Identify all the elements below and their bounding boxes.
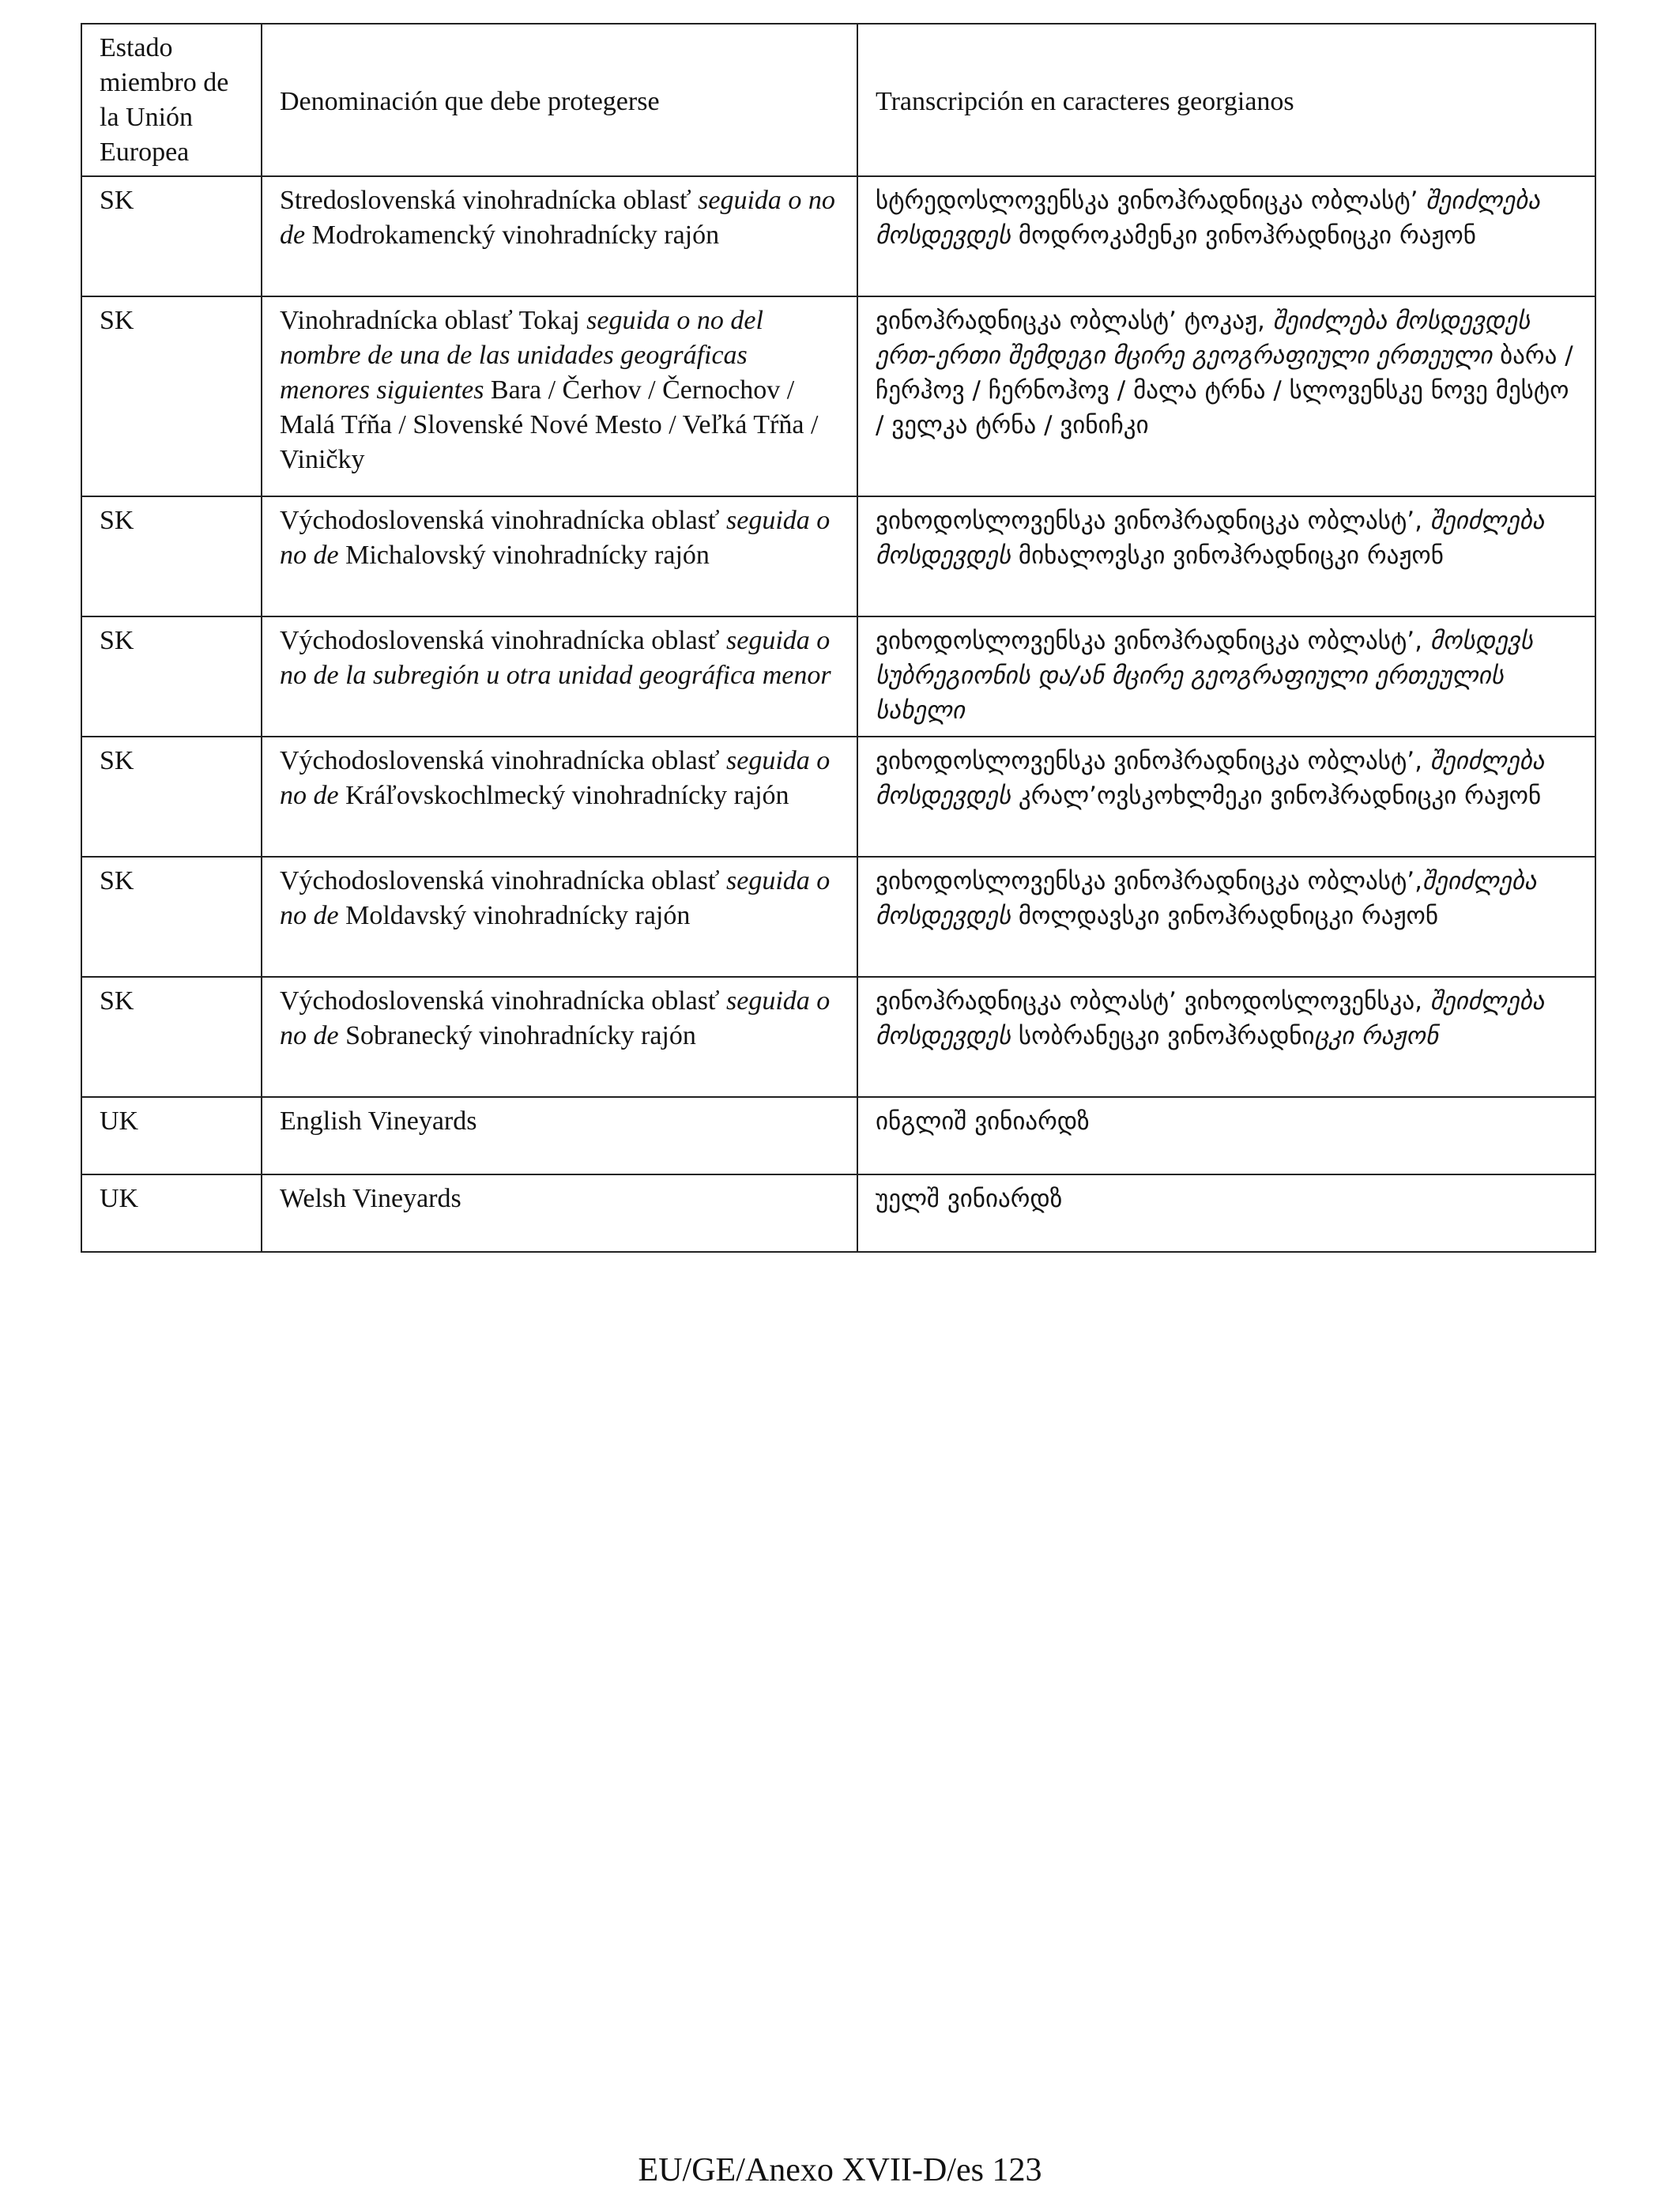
cell-georgian: ვინოჰრადნიცკა ობლასტ’ ტოკაჟ, შეიძლება მოსდევდეს ერთ-ერთი შემდეგი მცირე გეოგრაფიული ერთეული ბარა / ჩერჰოვ / ჩერნოჰოვ / მალა ტრნა / სლოვენსკე ნოვე მესტო / ველკა ტრნა / ვინიჩკი <box>857 296 1595 496</box>
cell-denomination: Východoslovenská vinohradnícka oblasť seguida o no de la subregión u otra unidad geográfica menor <box>262 616 857 737</box>
table-row <box>81 496 1595 616</box>
cell-denomination: Welsh Vineyards <box>262 1174 857 1252</box>
cell-member-state: SK <box>81 737 262 857</box>
protected-names-table <box>81 23 1596 1253</box>
header-member-state: Estado miembro de la Unión Europea <box>81 24 262 176</box>
table-row <box>81 1097 1595 1174</box>
cell-denomination: Východoslovenská vinohradnícka oblasť seguida o no de Sobranecký vinohradnícky rajón <box>262 977 857 1097</box>
cell-georgian: ინგლიშ ვინიარდზ <box>857 1097 1595 1174</box>
cell-georgian: უელშ ვინიარდზ <box>857 1174 1595 1252</box>
cell-member-state: SK <box>81 857 262 977</box>
table-row <box>81 296 1595 496</box>
cell-denomination: Východoslovenská vinohradnícka oblasť seguida o no de Moldavský vinohradnícky rajón <box>262 857 857 977</box>
header-georgian-transcription: Transcripción en caracteres georgianos <box>857 24 1595 176</box>
cell-georgian: სტრედოსლოვენსკა ვინოჰრადნიცკა ობლასტ’ შეიძლება მოსდევდეს მოდროკამენკი ვინოჰრადნიცკი რაჟონ <box>857 176 1595 296</box>
cell-georgian: ვინოჰრადნიცკა ობლასტ’ ვიხოდოსლოვენსკა, შეიძლება მოსდევდეს სობრანეცკი ვინოჰრადნიცკი რაჟონ <box>857 977 1595 1097</box>
cell-member-state: SK <box>81 616 262 737</box>
table-row <box>81 1174 1595 1252</box>
cell-georgian: ვიხოდოსლოვენსკა ვინოჰრადნიცკა ობლასტ’, შეიძლება მოსდევდეს კრალ’ოვსკოხლმეკი ვინოჰრადნიცკი რაჟონ <box>857 737 1595 857</box>
table-row <box>81 176 1595 296</box>
cell-member-state: UK <box>81 1097 262 1174</box>
table-row <box>81 737 1595 857</box>
cell-denomination: Východoslovenská vinohradnícka oblasť seguida o no de Kráľovskochlmecký vinohradnícky rajón <box>262 737 857 857</box>
table-header-row <box>81 24 1595 176</box>
cell-member-state: UK <box>81 1174 262 1252</box>
cell-member-state: SK <box>81 176 262 296</box>
cell-denomination: Vinohradnícka oblasť Tokaj seguida o no del nombre de una de las unidades geográficas menores siguientes Bara / Čerhov / Černochov / Malá Tŕňa / Slovenské Nové Mesto / Veľká Tŕňa / Viničky <box>262 296 857 496</box>
cell-denomination: English Vineyards <box>262 1097 857 1174</box>
cell-member-state: SK <box>81 496 262 616</box>
table-row <box>81 616 1595 737</box>
cell-member-state: SK <box>81 977 262 1097</box>
cell-georgian: ვიხოდოსლოვენსკა ვინოჰრადნიცკა ობლასტ’, შეიძლება მოსდევდეს მიხალოვსკი ვინოჰრადნიცკი რაჟონ <box>857 496 1595 616</box>
table-row <box>81 977 1595 1097</box>
page-footer: EU/GE/Anexo XVII-D/es 123 <box>638 2152 1042 2188</box>
cell-member-state: SK <box>81 296 262 496</box>
cell-georgian: ვიხოდოსლოვენსკა ვინოჰრადნიცკა ობლასტ’, მოსდევს სუბრეგიონის და/ან მცირე გეოგრაფიული ერთეულის სახელი <box>857 616 1595 737</box>
cell-denomination: Stredoslovenská vinohradnícka oblasť seguida o no de Modrokamencký vinohradnícky rajón <box>262 176 857 296</box>
cell-georgian: ვიხოდოსლოვენსკა ვინოჰრადნიცკა ობლასტ’,შეიძლება მოსდევდეს მოლდავსკი ვინოჰრადნიცკი რაჟონ <box>857 857 1595 977</box>
cell-denomination: Východoslovenská vinohradnícka oblasť seguida o no de Michalovský vinohradnícky rajón <box>262 496 857 616</box>
table-row <box>81 857 1595 977</box>
header-denomination: Denominación que debe protegerse <box>262 24 857 176</box>
